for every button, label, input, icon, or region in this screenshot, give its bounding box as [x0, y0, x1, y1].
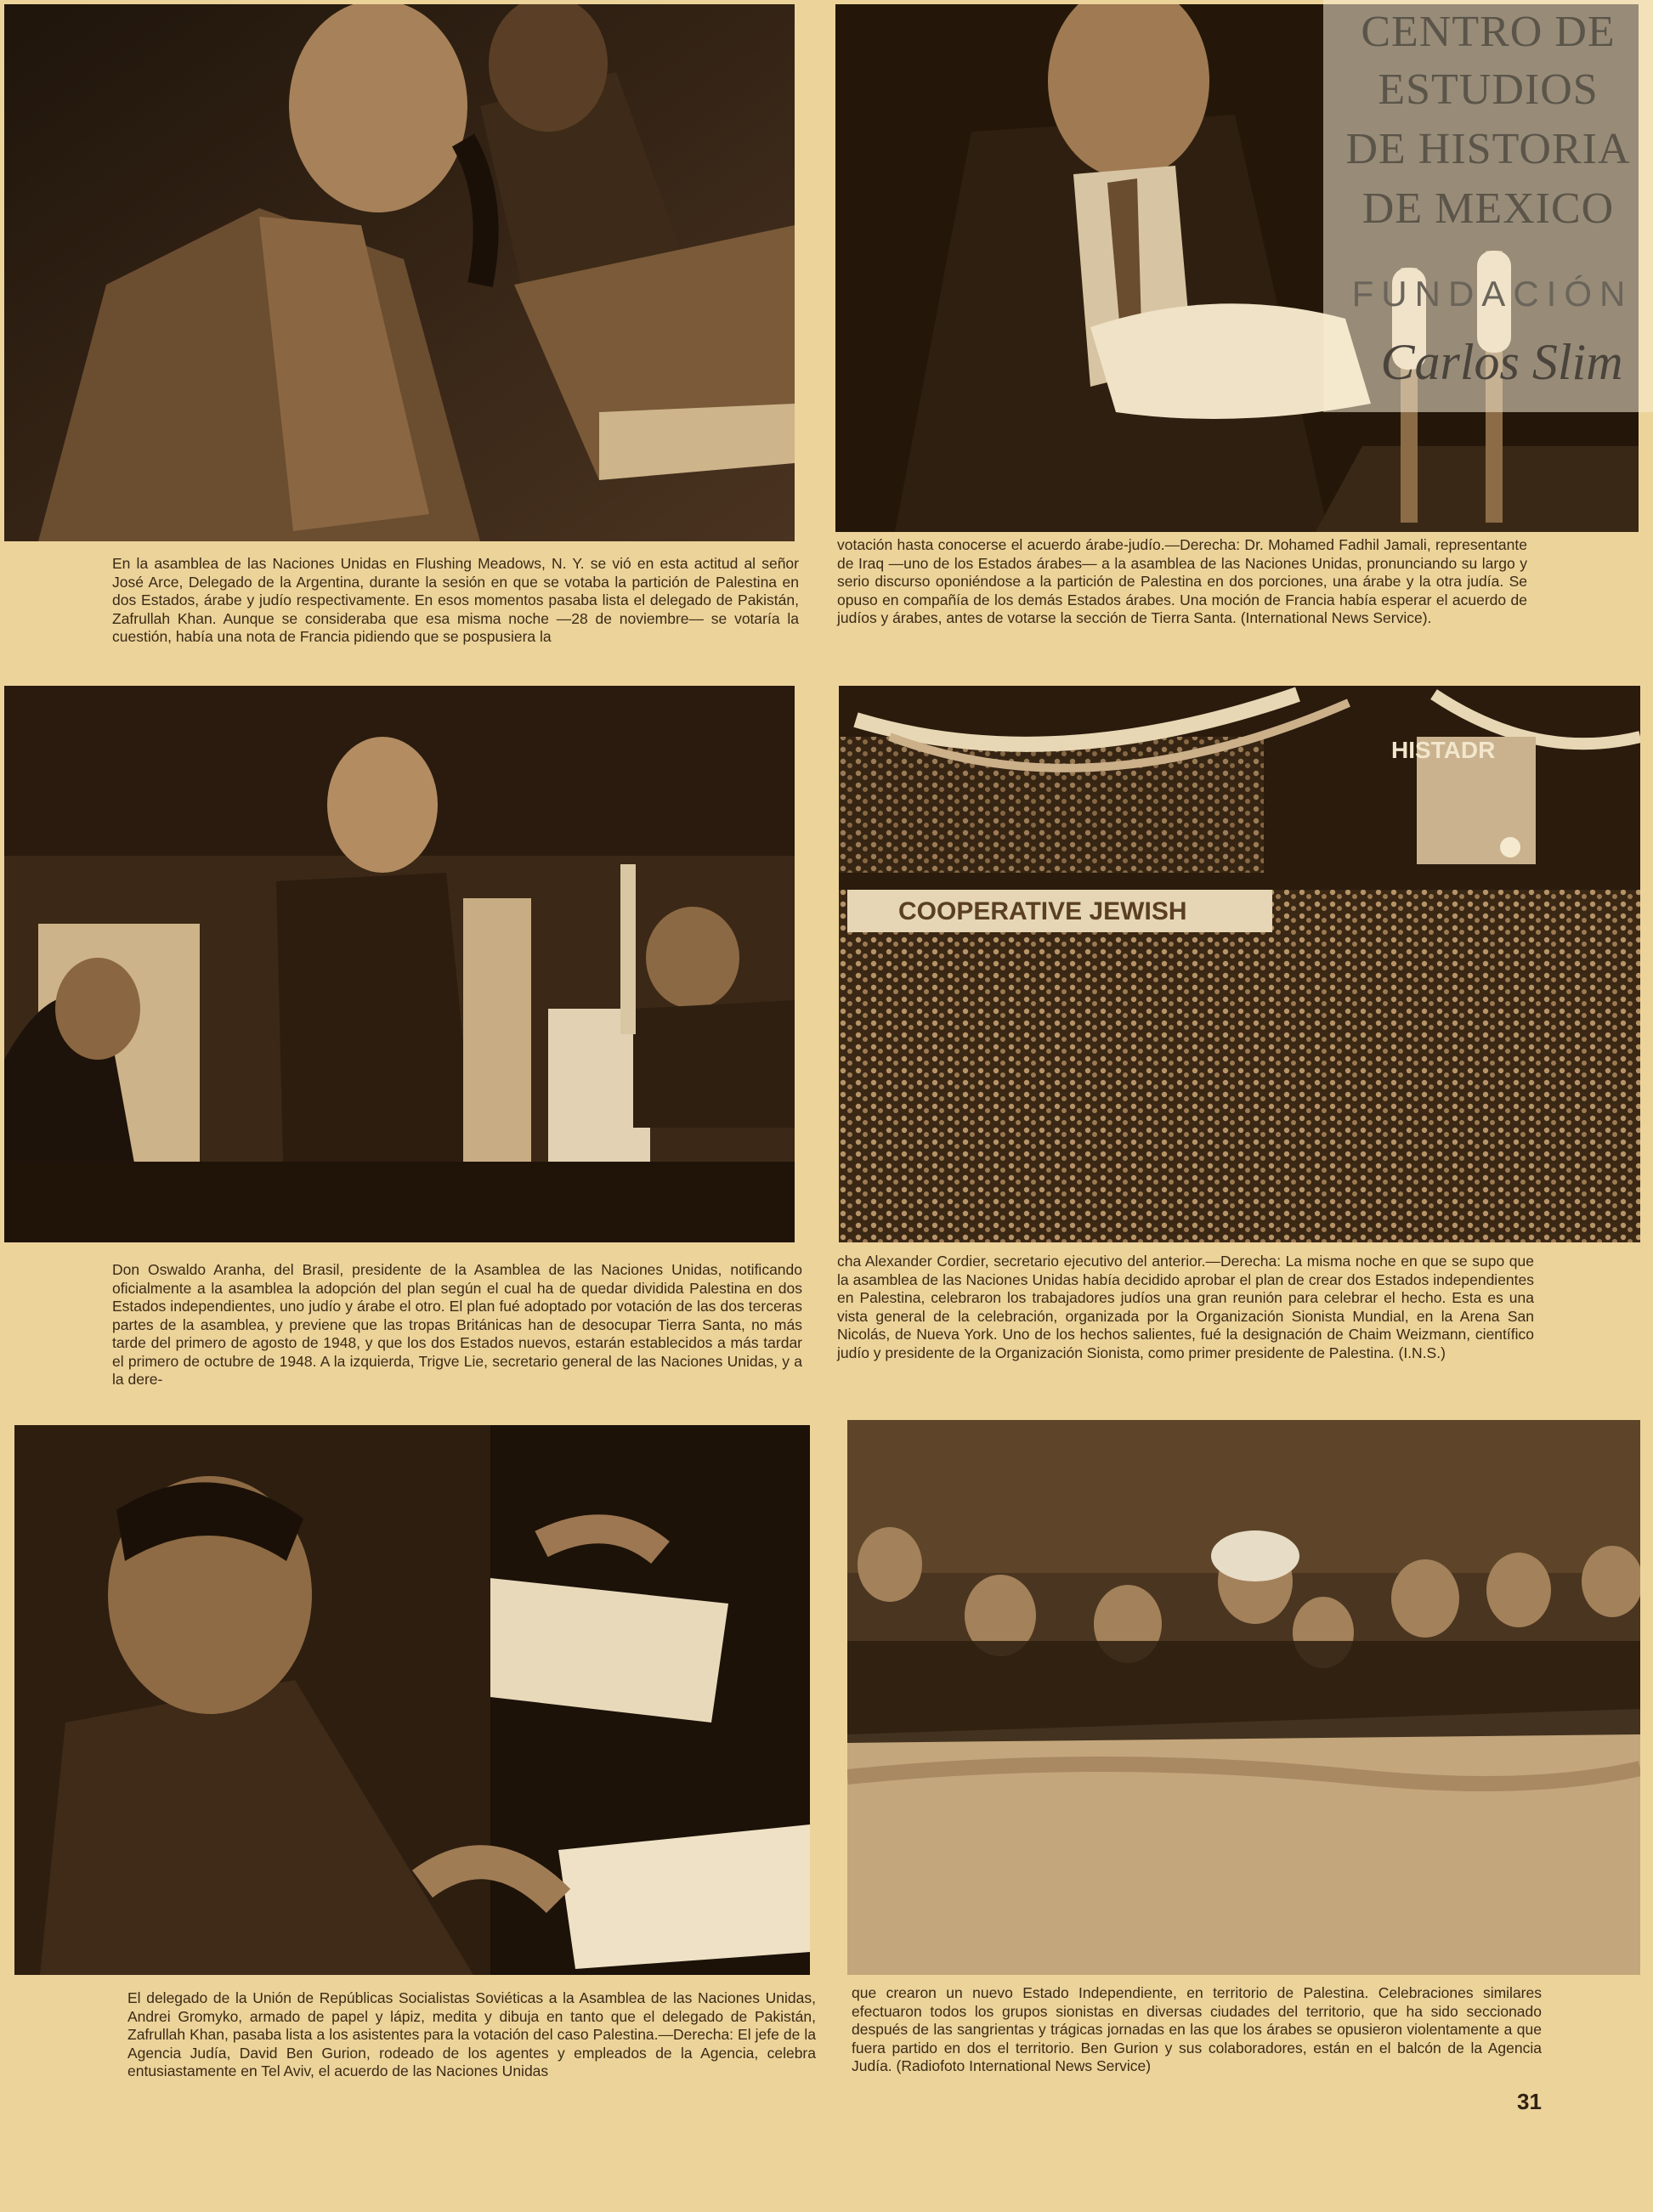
- archive-watermark: [1323, 0, 1653, 412]
- watermark-line-3: DE HISTORIA: [1345, 125, 1631, 173]
- photo-oswaldo-aranha: [4, 686, 795, 1242]
- photo-histadrut-rally: [839, 686, 1640, 1242]
- page-number: 31: [1517, 2089, 1542, 2114]
- caption-row3-left: El delegado de la Unión de Repúblicas Socialistas Soviéticas a la Asamblea de las Naciones Unidas, Andrei Gromyko, armado de papel y lápiz, medita y dibuja en tanto que el delegado de Pakistán, Zafrullah Khan, pasaba lista a los asistentes para la votación del caso Palestina.—Derecha: El jefe de la Agencia Judía, David Ben Gurion, rodeado de los agentes y empleados de la Agencia, celebra entusiastamente en Tel Aviv, el acuerdo de las Naciones Unidas: [127, 1989, 816, 2079]
- caption-row2-left: Don Oswaldo Aranha, del Brasil, presidente de la Asamblea de las Naciones Unidas, notificando oficialmente a la asamblea la adopción del plan según el cual ha de quedar dividida Palestina en dos Estados independientes, uno judío y árabe el otro. El plan fué adoptado por votación de las dos terceras partes de la asamblea, y previene que las tropas Británicas han de desocupar Tierra Santa, no más tarde del primero de agosto de 1948, y que los dos Estados nuevos, estarán establecidos a más tardar el primero de octubre de 1948. A la izquierda, Trigve Lie, secretario general de las Naciones Unidas, y a la dere-: [112, 1261, 802, 1388]
- photo-ben-gurion-balcony: [847, 1420, 1640, 1975]
- watermark-line-2: ESTUDIOS: [1378, 65, 1599, 114]
- caption-row1-right: votación hasta conocerse el acuerdo árabe-judío.—Derecha: Dr. Mohamed Fadhil Jamali, representante de Iraq —uno de los Estados árabes— a la asamblea de las Naciones Unidas, pronunciando su largo y serio discurso oponiéndose a la partición de Palestina en dos porciones, una árabe y la otra judía. Se opuso en compañía de los demás Estados árabes. Una moción de Francia había esperar el acuerdo de judíos y árabes, antes de votarse la sección de Tierra Santa. (International News Service).: [837, 536, 1527, 626]
- watermark-line-1: CENTRO DE: [1361, 8, 1616, 56]
- watermark-fundacion: FUNDACIÓN: [1351, 274, 1633, 314]
- watermark-signature: Carlos Slim: [1380, 334, 1623, 390]
- cooperative-jewish-banner: COOPERATIVE JEWISH: [898, 897, 1187, 925]
- photo-jose-arce: [4, 4, 795, 541]
- caption-row1-left: En la asamblea de las Naciones Unidas en Flushing Meadows, N. Y. se vió en esta actitud al señor José Arce, Delegado de la Argentina, durante la sesión en que se votaba la partición de Palestina en dos Estados, árabe y judío respectivamente. En esos momentos pasaba lista el delegado de Pakistán, Zafrullah Khan. Aunque se consideraba que esa misma noche —28 de noviembre— se votaría la cuestión, había una nota de Francia pidiendo que se pospusiera la: [112, 555, 799, 645]
- caption-row2-right: cha Alexander Cordier, secretario ejecutivo del anterior.—Derecha: La misma noche en que se supo que la asamblea de las Naciones Unidas había decidido aprobar el plan de crear dos Estados independientes en Palestina, celebraron los trabajadores judíos una gran reunión para celebrar el hecho. Esta es una vista general de la celebración, organizada por la Organización Sionista Mundial, en la Arena San Nicolás, de Nueva York. Uno de los hechos salientes, fué la designación de Chaim Weizmann, científico judío y presidente de la Organización Sionista, como primer presidente de Palestina. (I.N.S.): [837, 1253, 1534, 1361]
- histadrut-sign: HISTADR: [1391, 737, 1496, 763]
- watermark-line-4: DE MEXICO: [1361, 184, 1615, 233]
- caption-row3-right: que crearon un nuevo Estado Independiente, en territorio de Palestina. Celebraciones similares efectuaron todos los grupos sionistas en diversas ciudades del territorio, que ha sido seccionado después de las sangrientas y trágicas jornadas en las que los árabes se opusieron violentamente a que fuera partido en dos el territorio. Ben Gurion y sus colaboradores, están en el balcón de la Agencia Judía. (Radiofoto International News Service): [852, 1984, 1542, 2074]
- photo-andrei-gromyko: [14, 1425, 810, 1975]
